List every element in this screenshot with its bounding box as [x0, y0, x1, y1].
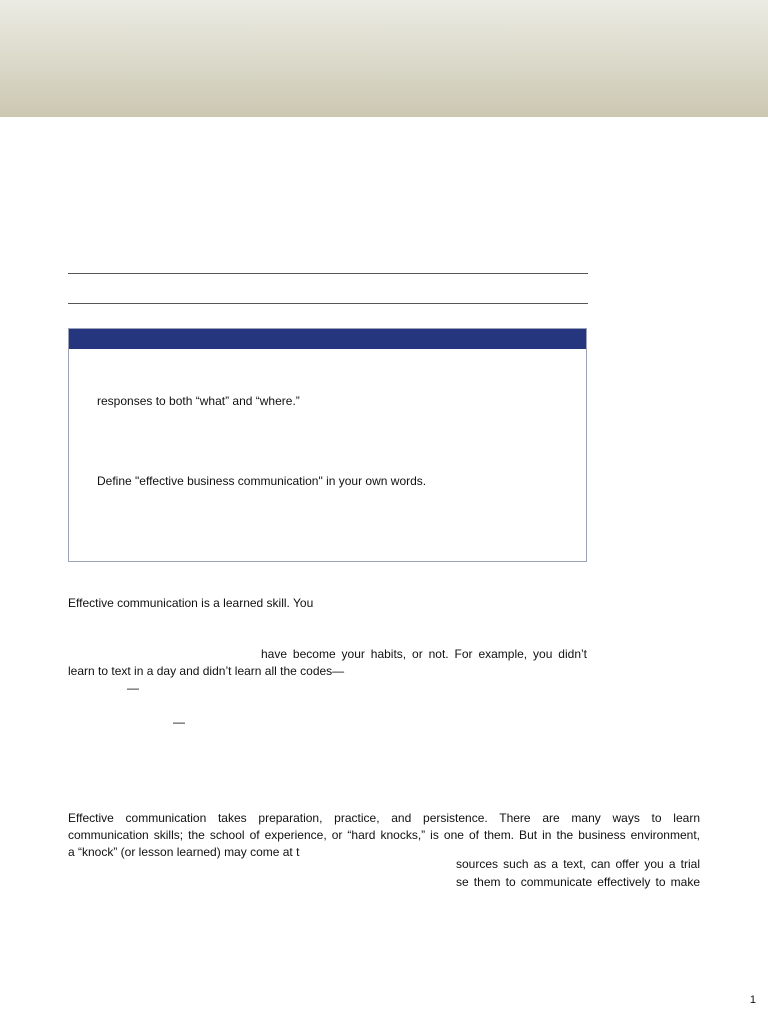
paragraph-line: a “knock” (or lesson learned) may come at t [68, 845, 300, 859]
page-number: 1 [749, 994, 756, 1006]
paragraph-line: communication skills; the school of experience, or “hard knocks,” is one of them. But in the business environment, [68, 828, 700, 842]
paragraph-line: sources such as a text, can offer you a trial [456, 857, 700, 871]
paragraph-line: Effective communication is a learned skill. You [68, 596, 314, 610]
objective-item: responses to both “what” and “where.” [97, 394, 300, 408]
header-band [0, 0, 768, 117]
objective-item: Define "effective business communication" in your own words. [97, 474, 427, 488]
em-dash: — [173, 715, 185, 729]
learning-objectives-box [68, 328, 587, 562]
title-rule-top [68, 273, 588, 274]
paragraph-line: have become your habits, or not. For example, you didn’t [261, 647, 587, 661]
paragraph-line: Effective communication takes preparation, practice, and persistence. There are many ways to learn [68, 811, 700, 825]
learning-objectives-header-bar [69, 329, 586, 349]
paragraph-line: se them to communicate effectively to make [456, 875, 700, 889]
paragraph-line: learn to text in a day and didn’t learn all the codes— [68, 664, 345, 678]
em-dash: — [127, 681, 139, 695]
title-rule-bottom [68, 303, 588, 304]
